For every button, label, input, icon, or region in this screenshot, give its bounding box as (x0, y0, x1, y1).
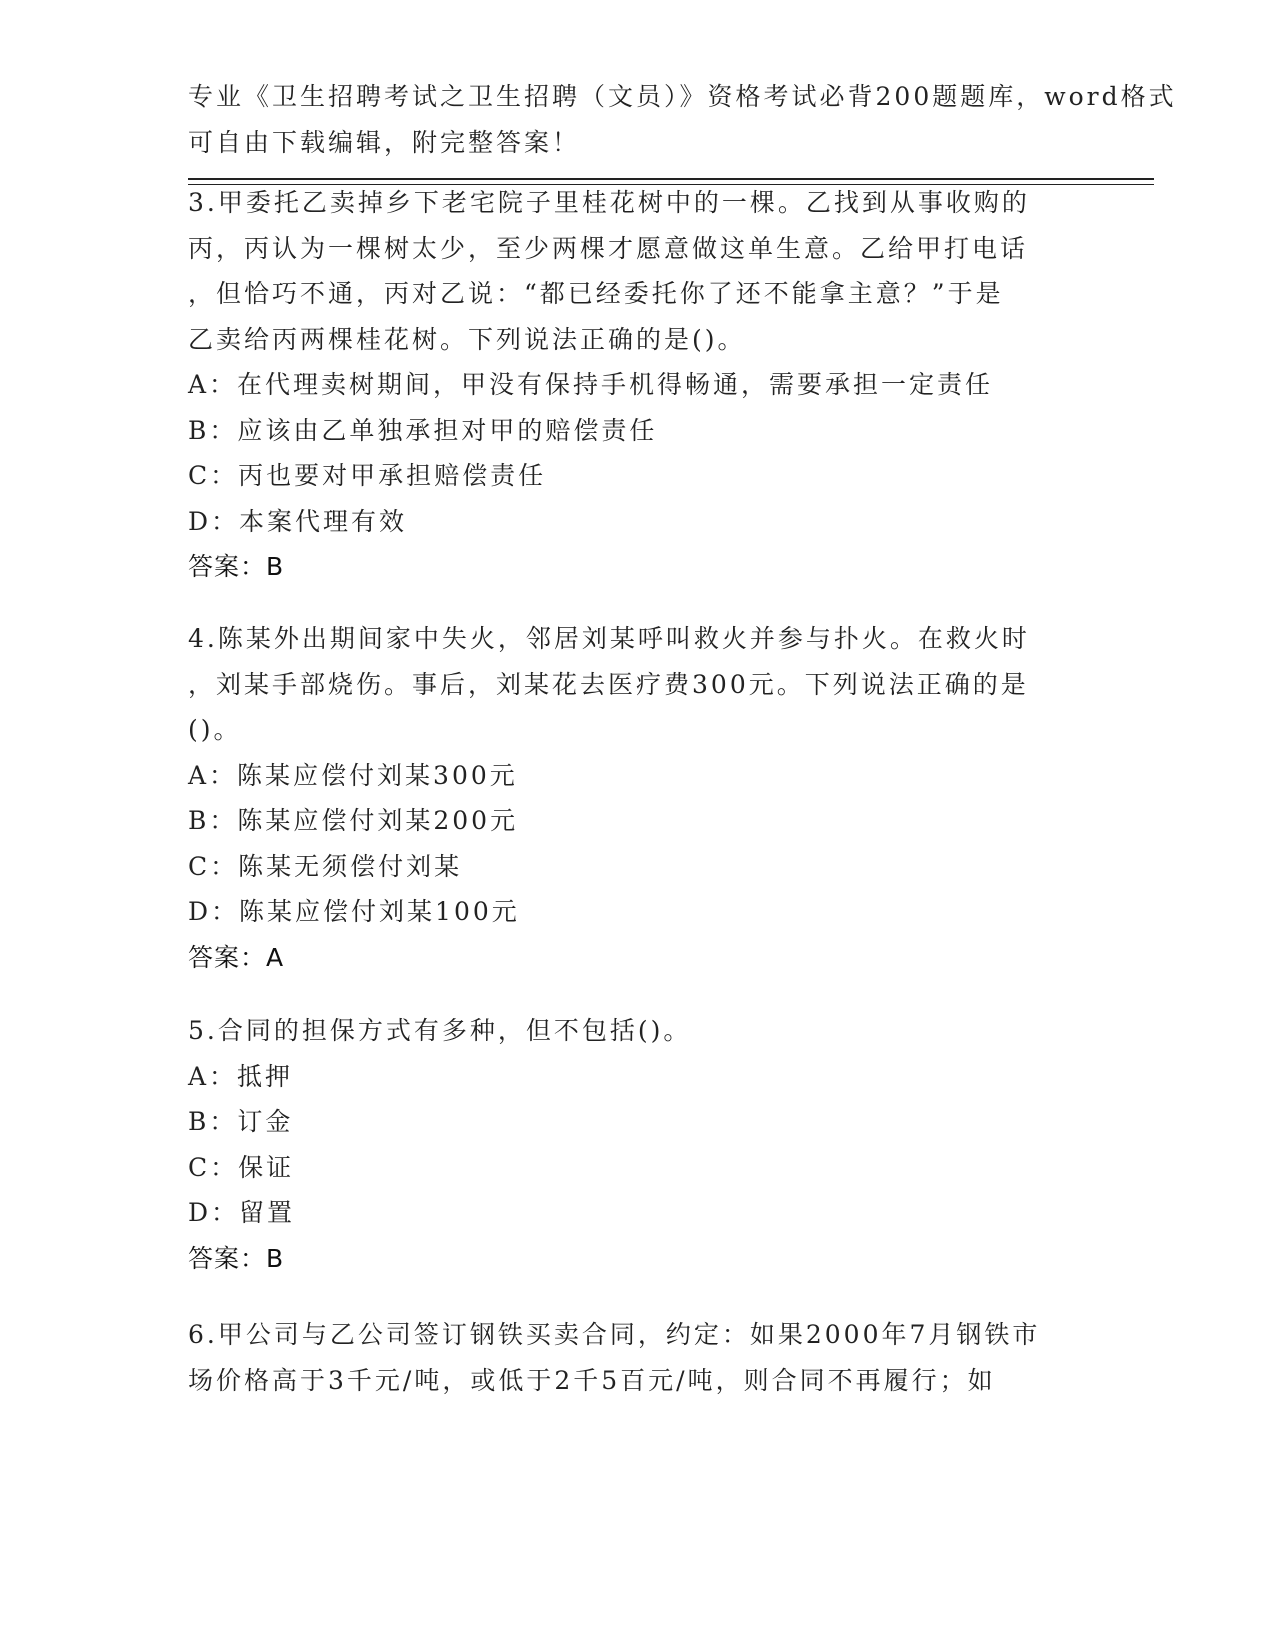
answer: 答案：B (188, 1243, 285, 1273)
header-line: 可自由下载编辑，附完整答案！ (188, 127, 581, 157)
option-a: A：在代理卖树期间，甲没有保持手机得畅通，需要承担一定责任 (188, 370, 994, 399)
answer: 答案：A (188, 942, 285, 972)
question-text-line: 6.甲公司与乙公司签订钢铁买卖合同，约定：如果2000年7月钢铁市 (188, 1320, 1041, 1349)
option-d: D：陈某应偿付刘某100元 (188, 897, 520, 926)
option-a: A：抵押 (188, 1061, 294, 1091)
question-text-line: 3.甲委托乙卖掉乡下老宅院子里桂花树中的一棵。乙找到从事收购的 (188, 188, 1030, 217)
option-d: D：本案代理有效 (188, 506, 408, 536)
option-b: B：订金 (188, 1107, 294, 1136)
option-c: C：丙也要对甲承担赔偿责任 (188, 461, 547, 490)
option-a: A：陈某应偿付刘某300元 (188, 760, 518, 790)
question-text-line: 丙，丙认为一棵树太少，至少两棵才愿意做这单生意。乙给甲打电话 (188, 233, 1029, 263)
question-text-line: ，但恰巧不通，丙对乙说：“都已经委托你了还不能拿主意？”于是 (188, 279, 1004, 308)
question-text-line: 场价格高于3千元/吨，或低于2千5百元/吨，则合同不再履行；如 (188, 1365, 996, 1395)
question-3 (188, 180, 1088, 590)
option-b: B：陈某应偿付刘某200元 (188, 806, 519, 835)
answer: 答案：B (188, 552, 285, 581)
option-b: B：应该由乙单独承担对甲的赔偿责任 (188, 415, 658, 445)
question-6 (188, 1312, 1088, 1403)
header-line: 专业《卫生招聘考试之卫生招聘（文员）》资格考试必背200题题库，word格式 (188, 82, 1177, 111)
option-d: D：留置 (188, 1198, 296, 1227)
option-c: C：保证 (188, 1152, 295, 1182)
question-text-line: ()。 (188, 715, 242, 744)
document-header (188, 74, 1177, 165)
question-text-line: 乙卖给丙两棵桂花树。下列说法正确的是()。 (188, 324, 746, 354)
option-c: C：陈某无须偿付刘某 (188, 851, 463, 881)
question-text-line: 5.合同的担保方式有多种，但不包括()。 (188, 1016, 692, 1045)
question-4 (188, 616, 1088, 980)
question-5 (188, 1008, 1088, 1281)
question-text-line: ，刘某手部烧伤。事后，刘某花去医疗费300元。下列说法正确的是 (188, 669, 1029, 699)
question-text-line: 4.陈某外出期间家中失火，邻居刘某呼叫救火并参与扑火。在救火时 (188, 624, 1030, 653)
